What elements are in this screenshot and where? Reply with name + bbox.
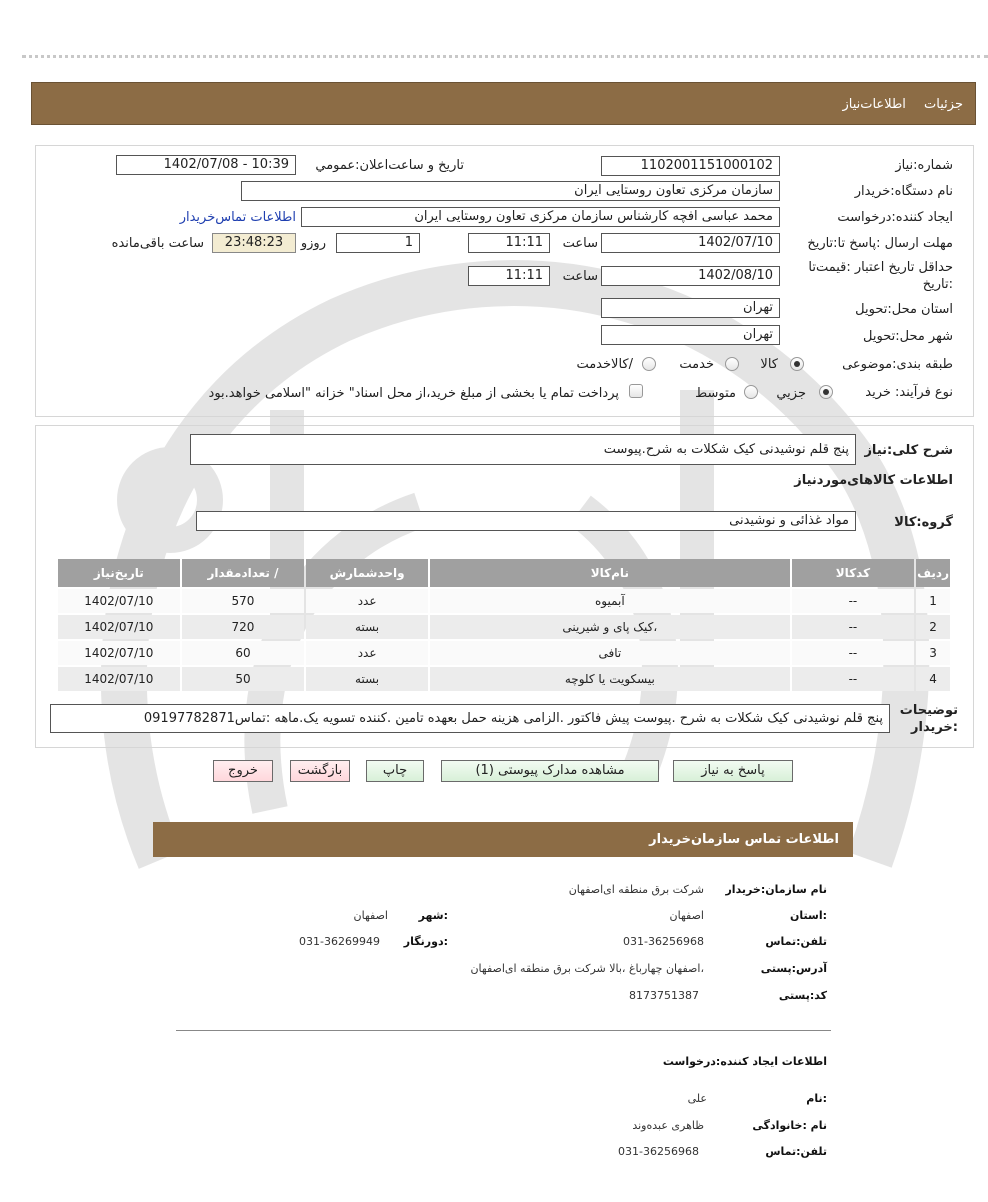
postal-label: کد:پستی [778, 989, 827, 1002]
category-service-label: خدمت [679, 357, 714, 372]
cell-name: تافی [430, 641, 790, 665]
price-valid-label-2: :تاریخ [922, 277, 953, 292]
process-label: نوع فرآیند: خرید [865, 385, 953, 400]
phone-label: تلفن:تماس [765, 935, 827, 948]
print-button[interactable]: چاپ [366, 760, 424, 782]
process-medium-radio[interactable] [744, 385, 758, 399]
summary-field: پنج قلم نوشیدنی کیک شکلات به شرح.پیوست [190, 434, 856, 465]
cell-row: 3 [916, 641, 950, 665]
address-value: ،اصفهان چهارباغ ،بالا شرکت برق منطقه ای‌اصفهان [470, 962, 704, 975]
first-name-label: :نام [806, 1092, 827, 1105]
cell-need-date: 1402/07/10 [58, 589, 180, 613]
back-button[interactable]: بازگشت [290, 760, 350, 782]
goods-group-field: مواد غذائی و نوشیدنی [196, 511, 856, 531]
col-name: نام‌کالا [430, 559, 790, 587]
city-field: تهران [601, 325, 780, 345]
table-row [58, 589, 950, 613]
tab-need-info[interactable]: اطلاعات‌نیاز [842, 97, 906, 112]
creator-section-title: اطلاعات ایجاد کننده:درخواست [662, 1055, 827, 1068]
last-name-value: ظاهری عبده‌وند [632, 1119, 704, 1132]
city-contact-label: :شهر [418, 909, 448, 922]
treasury-payment-checkbox[interactable] [629, 384, 643, 398]
col-row: ردیف [916, 559, 950, 587]
address-label: آدرس:پستی [760, 962, 827, 975]
reply-button[interactable]: پاسخ به نیاز [673, 760, 793, 782]
view-attachments-button[interactable]: مشاهده مدارک پیوستی (1) [441, 760, 659, 782]
city-contact-value: اصفهان [353, 909, 388, 922]
announce-label: تاریخ و ساعت‌اعلان:عمومي [315, 158, 464, 173]
province-field: تهران [601, 298, 780, 318]
first-name-value: علی [687, 1092, 707, 1105]
cell-unit: بسته [306, 615, 428, 639]
cell-row: 1 [916, 589, 950, 613]
org-value: شرکت برق منطقه ای‌اصفهان [568, 883, 704, 896]
category-label: طبقه بندی:موضوعی [842, 357, 953, 372]
category-service-radio[interactable] [725, 357, 739, 371]
goods-section-title: اطلاعات کالاهای‌موردنیاز [794, 473, 953, 488]
page-header-bar [31, 82, 976, 125]
summary-label: شرح کلی:نیاز [864, 443, 953, 458]
cell-quantity: 60 [182, 641, 305, 665]
cell-name: آبمیوه [430, 589, 790, 613]
price-valid-time-field: 11:11 [468, 266, 550, 286]
category-goods-label: کالا [760, 357, 778, 372]
org-label: نام سازمان:خریدار [725, 883, 827, 896]
deadline-label: مهلت ارسال :پاسخ تا:تاریخ [807, 236, 953, 251]
buyer-notes-field: پنج قلم نوشیدنی کیک شکلات به شرح .پیوست پیش فاکتور .الزامی هزینه حمل بعهده تامین .کننده تسویه یک.ماهه :تماس09197782871 [50, 704, 890, 733]
col-need-date: تاریخ‌نیاز [58, 559, 180, 587]
remaining-label: ساعت باقی‌مانده [111, 236, 204, 251]
fax-value: 031-36269949 [299, 935, 380, 948]
cell-unit: عدد [306, 641, 428, 665]
goods-table [56, 557, 952, 693]
treasury-payment-label: پرداخت تمام یا بخشی از مبلغ خرید،از محل اسناد" خزانه "اسلامی خواهد.بود [208, 386, 619, 401]
deadline-time-label: ساعت [562, 236, 598, 251]
process-medium-label: متوسط [695, 386, 736, 401]
buyer-notes-label-2: :خریدار [911, 720, 958, 735]
cell-code: -- [792, 589, 914, 613]
cell-need-date: 1402/07/10 [58, 667, 180, 691]
process-small-label: جزیي [776, 386, 806, 401]
cell-quantity: 570 [182, 589, 305, 613]
category-goods-service-radio[interactable] [642, 357, 656, 371]
last-name-label: نام :خانوادگی [752, 1119, 827, 1132]
buyer-notes-label: توضیحات [899, 703, 958, 718]
need-number-label: شماره:نیاز [895, 158, 953, 173]
creator-phone-value: 031-36256968 [618, 1145, 699, 1158]
deadline-date-field: 1402/07/10 [601, 233, 780, 253]
table-row [58, 667, 950, 691]
col-unit: واحدشمارش [306, 559, 428, 587]
creator-label: ایجاد کننده:درخواست [837, 210, 953, 225]
phone-value: 031-36256968 [623, 935, 704, 948]
cell-need-date: 1402/07/10 [58, 641, 180, 665]
table-row [58, 641, 950, 665]
creator-field: محمد عباسی افچه کارشناس سازمان مرکزی تعاون روستایی ایران [301, 207, 780, 227]
buyer-label: نام دستگاه:خریدار [854, 184, 953, 199]
contact-section-header: اطلاعات تماس سازمان‌خریدار [153, 822, 853, 857]
postal-value: 8173751387 [629, 989, 699, 1002]
cell-name: بیسکویت یا کلوچه [430, 667, 790, 691]
announce-field: 1402/07/08 - 10:39 [116, 155, 296, 175]
fax-label: :دورنگار [403, 935, 448, 948]
deadline-time-field: 11:11 [468, 233, 550, 253]
cell-unit: بسته [306, 667, 428, 691]
price-valid-label: حداقل تاریخ اعتبار :قیمت‌تا [808, 260, 953, 275]
goods-table-header [58, 559, 950, 587]
cell-unit: عدد [306, 589, 428, 613]
cell-need-date: 1402/07/10 [58, 615, 180, 639]
process-small-radio[interactable] [819, 385, 833, 399]
tab-details[interactable]: جزئیات [924, 97, 963, 112]
cell-row: 2 [916, 615, 950, 639]
province-contact-label: :استان [790, 909, 827, 922]
days-field: 1 [336, 233, 420, 253]
cell-quantity: 50 [182, 667, 305, 691]
cell-code: -- [792, 615, 914, 639]
table-row [58, 615, 950, 639]
province-contact-value: اصفهان [669, 909, 704, 922]
price-valid-time-label: ساعت [562, 269, 598, 284]
province-label: استان محل:تحویل [855, 302, 953, 317]
buyer-field: سازمان مرکزی تعاون روستایی ایران [241, 181, 780, 201]
creator-phone-label: تلفن:تماس [765, 1145, 827, 1158]
cell-row: 4 [916, 667, 950, 691]
col-quantity: / تعدادمقدار [182, 559, 305, 587]
buyer-contact-link[interactable]: اطلاعات تماس‌خریدار [179, 210, 296, 225]
days-label: روزو [300, 236, 326, 251]
exit-button[interactable]: خروج [213, 760, 273, 782]
price-valid-date-field: 1402/08/10 [601, 266, 780, 286]
city-label: شهر محل:تحویل [863, 329, 953, 344]
category-goods-service-label: /کالاخدمت [576, 357, 633, 372]
category-goods-radio[interactable] [790, 357, 804, 371]
cell-quantity: 720 [182, 615, 305, 639]
cell-code: -- [792, 667, 914, 691]
cell-code: -- [792, 641, 914, 665]
need-number-field: 1102001151000102 [601, 156, 780, 176]
col-code: کدکالا [792, 559, 914, 587]
top-dotted-divider [22, 55, 988, 58]
goods-group-label: گروه:کالا [894, 515, 953, 530]
contact-divider [176, 1030, 831, 1031]
remaining-time-field: 23:48:23 [212, 233, 296, 253]
cell-name: ،کیک پای و شیرینی [430, 615, 790, 639]
